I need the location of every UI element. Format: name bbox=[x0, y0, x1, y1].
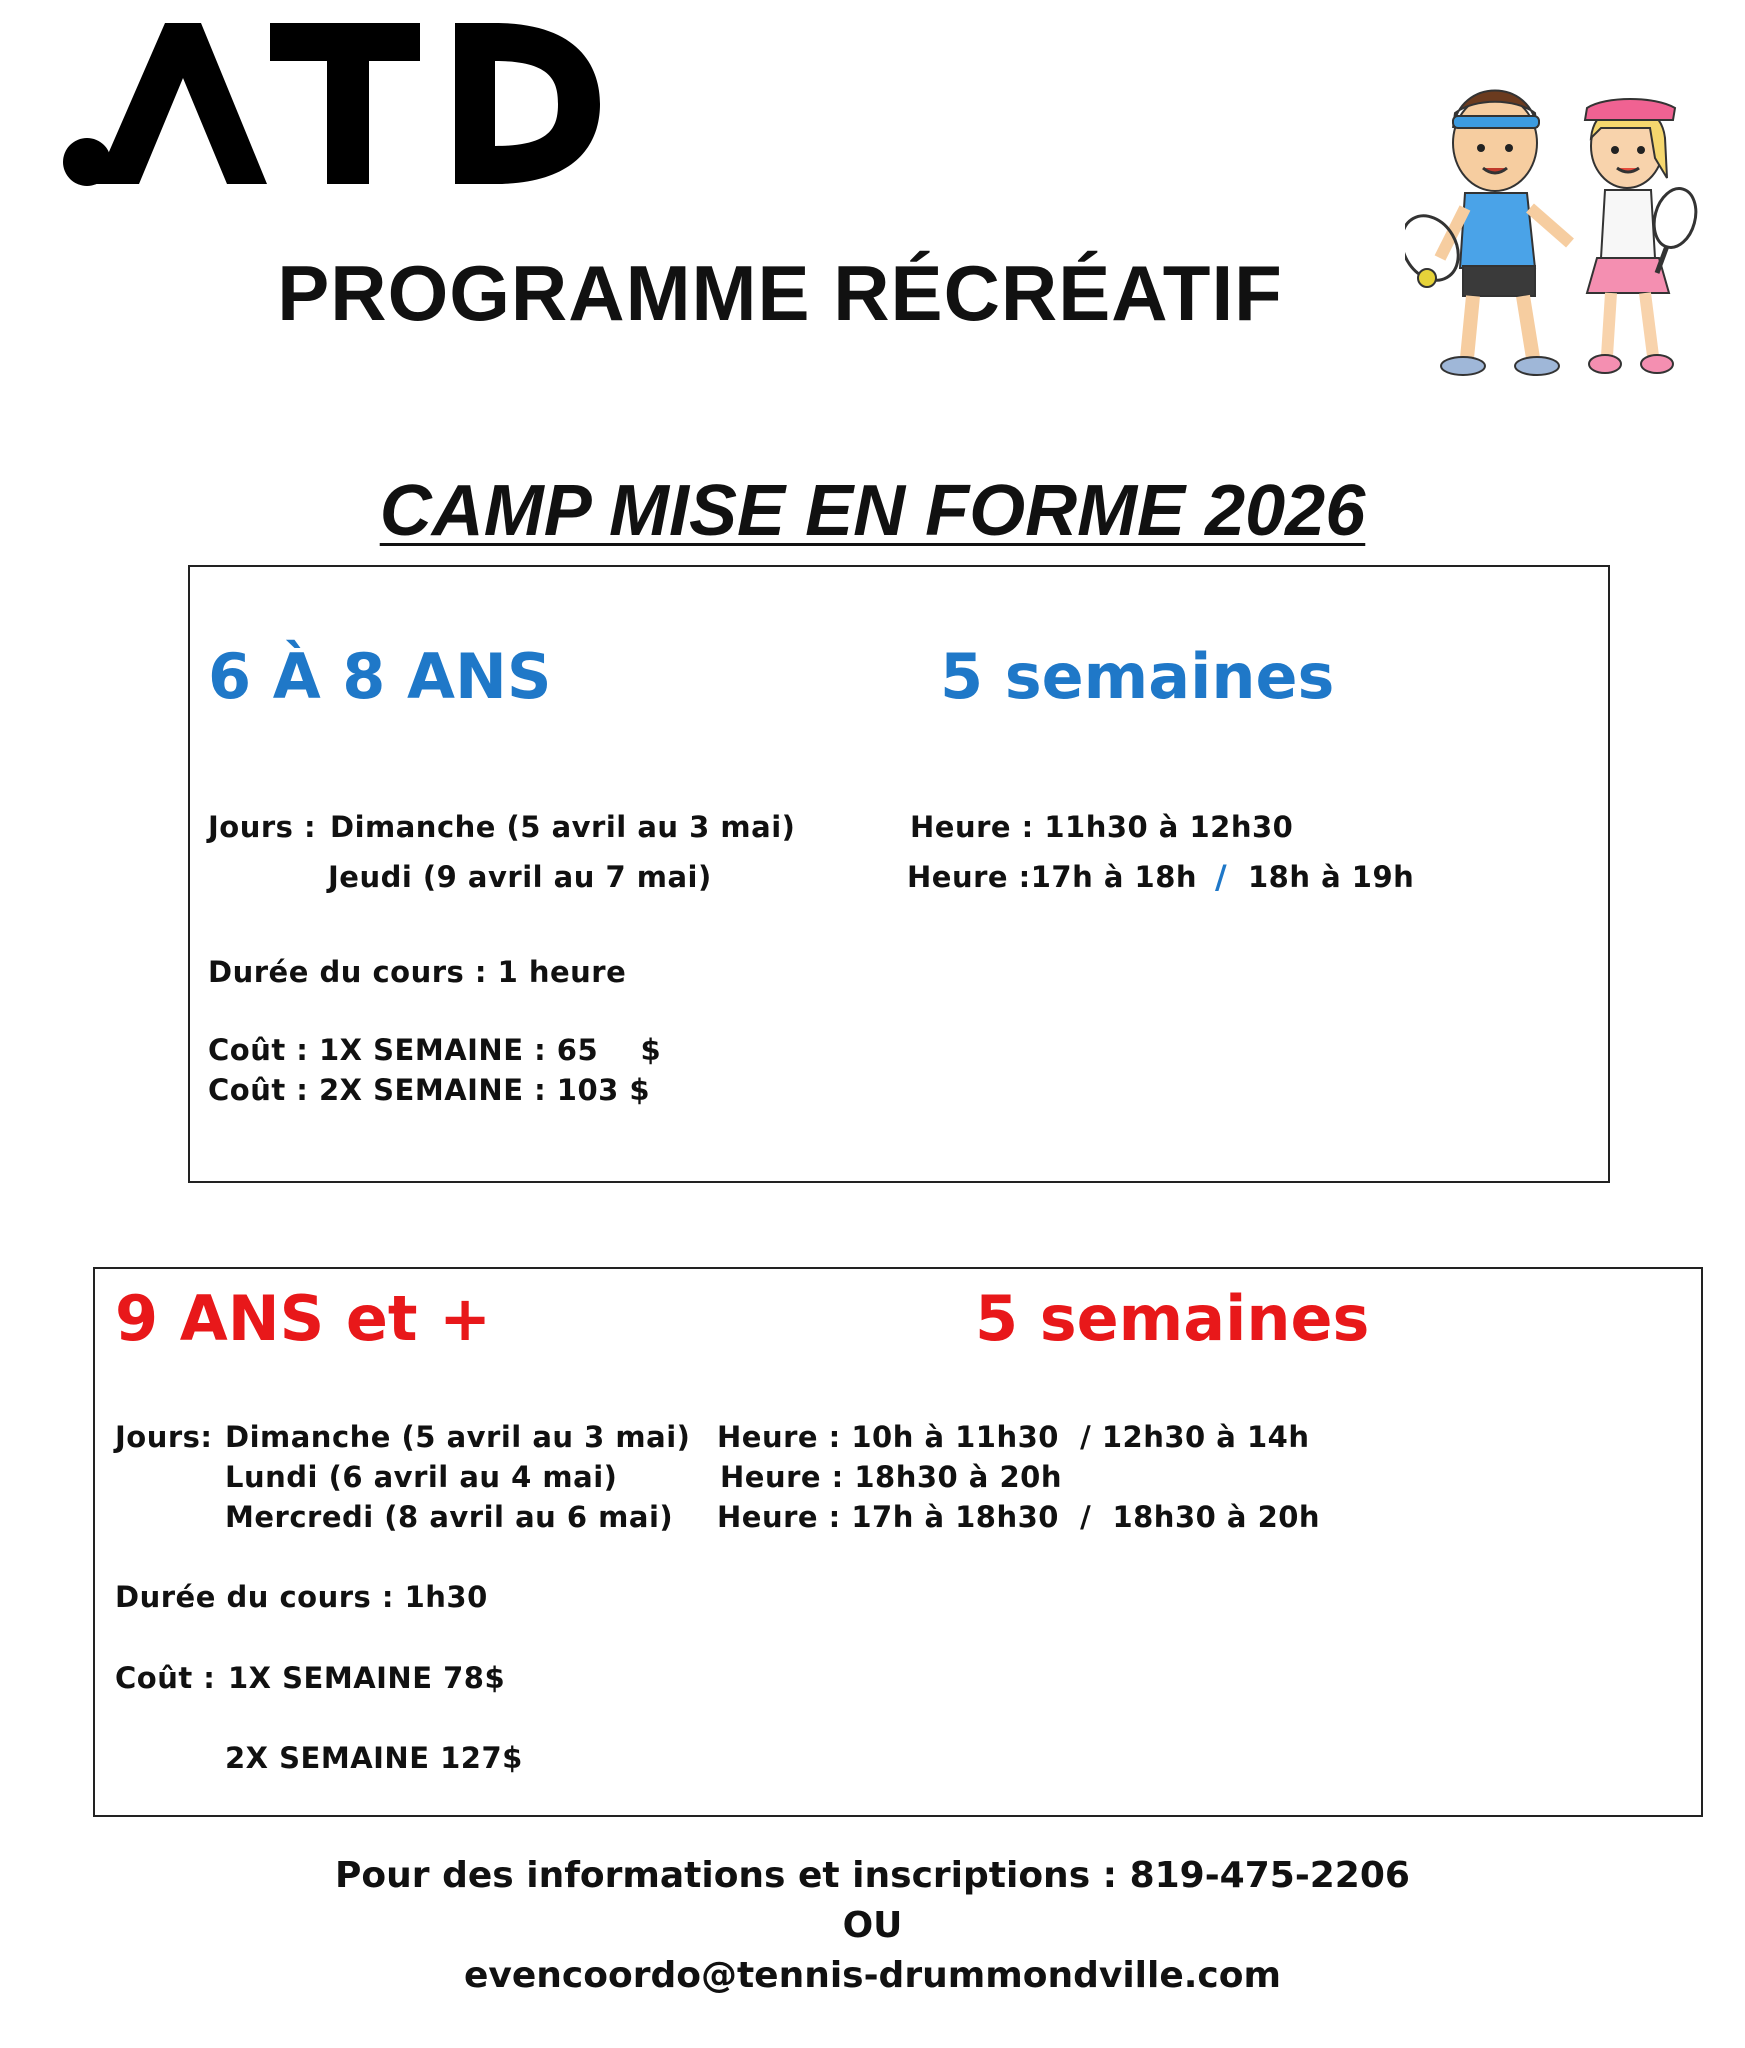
group2-day3: Mercredi (8 avril au 6 mai) bbox=[225, 1500, 674, 1534]
group1-cost1: Coût : 1X SEMAINE : 65 $ bbox=[208, 1033, 662, 1067]
group1-hour-separator: / bbox=[1215, 858, 1228, 896]
tennis-kids-illustration bbox=[1405, 68, 1705, 388]
group2-days-label: Jours: bbox=[115, 1420, 213, 1454]
group2-hour2: Heure : 18h30 à 20h bbox=[720, 1460, 1062, 1494]
group2-course-duration: Durée du cours : 1h30 bbox=[115, 1580, 488, 1614]
group2-cost2: 2X SEMAINE 127$ bbox=[225, 1741, 523, 1775]
group2-weeks: 5 semaines bbox=[975, 1282, 1370, 1355]
group1-course-duration: Durée du cours : 1 heure bbox=[208, 955, 627, 989]
group2-cost1: 1X SEMAINE 78$ bbox=[228, 1661, 506, 1695]
group1-age: 6 À 8 ANS bbox=[208, 640, 552, 713]
program-title: PROGRAMME RÉCRÉATIF bbox=[277, 249, 1283, 337]
camp-title-text: CAMP MISE EN FORME 2026 bbox=[379, 471, 1366, 551]
group2-day1: Dimanche (5 avril au 3 mai) bbox=[225, 1420, 691, 1454]
group1-hour1: Heure : 11h30 à 12h30 bbox=[910, 810, 1294, 844]
group1-hour2a: Heure :17h à 18h bbox=[907, 860, 1198, 894]
group2-age: 9 ANS et + bbox=[115, 1282, 492, 1355]
footer-info: Pour des informations et inscriptions : 819-475-2206 bbox=[335, 1855, 1410, 1896]
group1-cost2: Coût : 2X SEMAINE : 103 $ bbox=[208, 1073, 651, 1107]
group1-day1: Dimanche (5 avril au 3 mai) bbox=[330, 810, 796, 844]
group2-hour3: Heure : 17h à 18h30 / 18h30 à 20h bbox=[717, 1500, 1321, 1534]
group1-day2: Jeudi (9 avril au 7 mai) bbox=[328, 860, 712, 894]
group1-hour2b: 18h à 19h bbox=[1248, 860, 1415, 894]
footer-email-link[interactable]: evencoordo@tennis-drummondville.com bbox=[463, 1955, 1282, 1996]
group1-weeks: 5 semaines bbox=[940, 640, 1335, 713]
group2-hour1: Heure : 10h à 11h30 / 12h30 à 14h bbox=[717, 1420, 1310, 1454]
group1-days-label: Jours : bbox=[208, 810, 327, 844]
atd-logo bbox=[55, 18, 600, 198]
footer-or: OU bbox=[842, 1905, 903, 1946]
group2-day2: Lundi (6 avril au 4 mai) bbox=[225, 1460, 618, 1494]
group2-cost-label: Coût : bbox=[115, 1661, 216, 1695]
camp-title bbox=[0, 470, 1745, 552]
